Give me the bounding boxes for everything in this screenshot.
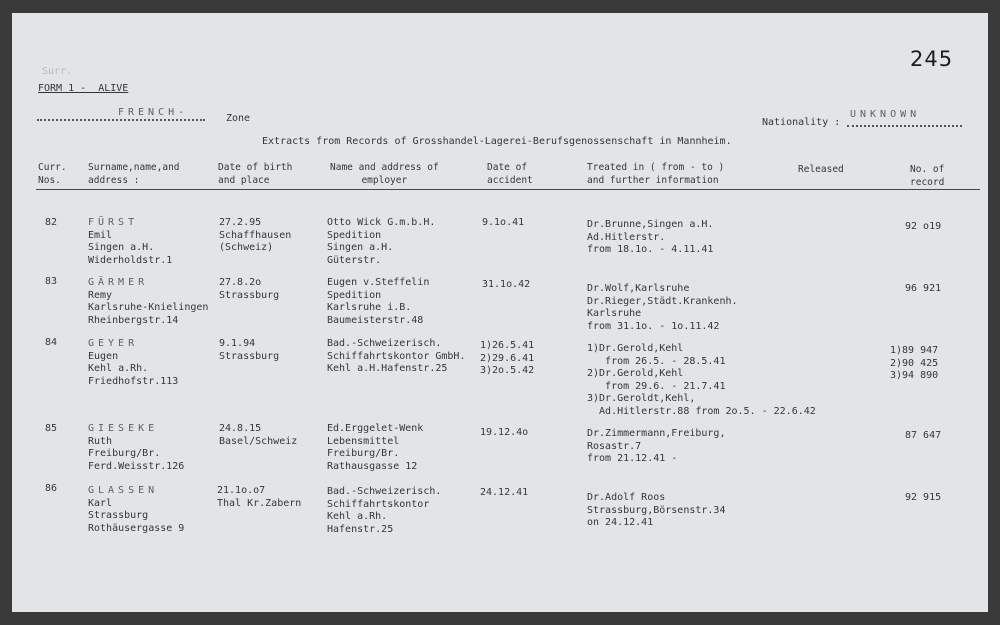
person-cell: FÜRST Emil Singen a.H. Widerholdstr.1 [88, 217, 173, 266]
treated-cell: Dr.Zimmermann,Freiburg, Rosastr.7 from 21.12.41 - [587, 428, 726, 464]
accident-cell: 31.1o.42 [482, 279, 531, 290]
row-number: 85 [45, 423, 58, 434]
accident-cell: 24.12.41 [480, 487, 529, 498]
record-cell: 92 o19 [905, 221, 942, 232]
document-page [12, 13, 988, 612]
record-cell: 87 647 [905, 430, 942, 441]
treated-cell: Dr.Adolf Roos Strassburg,Börsenstr.34 on 24.12.41 [587, 492, 726, 528]
employer-cell: Ed.Erggelet-Wenk Lebensmittel Freiburg/Br. Rathausgasse 12 [327, 423, 424, 472]
employer-cell: Bad.-Schweizerisch. Schiffahrtskontor GmbH. Kehl a.H.Hafenstr.25 [327, 338, 466, 374]
col-header-released: Released [798, 164, 844, 175]
person-cell: GÄRMER Remy Karlsruhe-Knielingen Rheinbergstr.14 [88, 277, 209, 326]
row-number: 82 [45, 217, 58, 228]
row-number: 84 [45, 337, 58, 348]
record-cell: 92 915 [905, 492, 942, 503]
nationality-dotted-line [847, 125, 962, 127]
zone-dotted-line [37, 119, 205, 121]
person-cell: GLASSEN Karl Strassburg Rothäusergasse 9 [88, 485, 185, 534]
row-number: 86 [45, 483, 58, 494]
treated-cell: Dr.Wolf,Karlsruhe Dr.Rieger,Städt.Krankenh. Karlsruhe from 31.1o. - 1o.11.42 [587, 283, 738, 332]
person-cell: GEYER Eugen Kehl a.Rh. Friedhofstr.113 [88, 338, 179, 387]
stamp-text: Surr. [42, 66, 73, 77]
birth-cell: 21.1o.o7 Thal Kr.Zabern [217, 485, 302, 509]
employer-cell: Eugen v.Steffelin Spedition Karlsruhe i.B. Baumeisterstr.48 [327, 277, 430, 326]
accident-cell: 19.12.4o [480, 427, 529, 438]
zone-label: Zone [226, 113, 251, 124]
accident-cell: 9.1o.41 [482, 217, 525, 228]
treated-cell: Dr.Brunne,Singen a.H. Ad.Hitlerstr. from 18.1o. - 4.11.41 [587, 219, 714, 255]
col-header-accident: Date of accident [487, 162, 533, 186]
document-title: Extracts from Records of Grosshandel-Lagerei-Berufsgenossenschaft in Mannheim. [262, 136, 732, 147]
birth-cell: 27.2.95 Schaffhausen (Schweiz) [219, 217, 292, 253]
birth-cell: 9.1.94 Strassburg [219, 338, 280, 362]
birth-cell: 27.8.2o Strassburg [219, 277, 280, 301]
col-header-record: No. of record [910, 164, 945, 188]
nationality-value: UNKNOWN [850, 109, 921, 120]
header-rule [36, 189, 980, 190]
form-line: FORM 1 - ALIVE [38, 83, 129, 94]
accident-cell: 1)26.5.41 2)29.6.41 3)2o.5.42 [480, 340, 535, 376]
col-header-birth: Date of birth and place [218, 162, 293, 186]
col-header-employer: Name and address of employer [330, 162, 439, 186]
treated-cell: 1)Dr.Gerold,Kehl from 26.5. - 28.5.41 2)Dr.Gerold,Kehl from 29.6. - 21.7.41 3)Dr.Geroldt,Kehl, Ad.Hitlerstr.88 from 2o.5. - 22.6.42 [587, 343, 816, 417]
employer-cell: Otto Wick G.m.b.H. Spedition Singen a.H. Güterstr. [327, 217, 436, 266]
nationality-label: Nationality : [762, 117, 841, 128]
row-number: 83 [45, 276, 58, 287]
birth-cell: 24.8.15 Basel/Schweiz [219, 423, 298, 447]
col-header-surname: Surname,name,and address : [88, 162, 180, 186]
person-cell: GIESEKE Ruth Freiburg/Br. Ferd.Weisstr.126 [88, 423, 185, 472]
zone-value: FRENCH- [118, 107, 189, 118]
col-header-treated: Treated in ( from - to ) and further information [587, 162, 725, 186]
employer-cell: Bad.-Schweizerisch. Schiffahrtskontor Kehl a.Rh. Hafenstr.25 [327, 486, 442, 535]
record-cell: 1)89 947 2)90 425 3)94 890 [890, 345, 939, 381]
record-cell: 96 921 [905, 283, 942, 294]
col-header-curr-nos: Curr. Nos. [38, 162, 67, 186]
page-number: 245 [910, 47, 954, 71]
